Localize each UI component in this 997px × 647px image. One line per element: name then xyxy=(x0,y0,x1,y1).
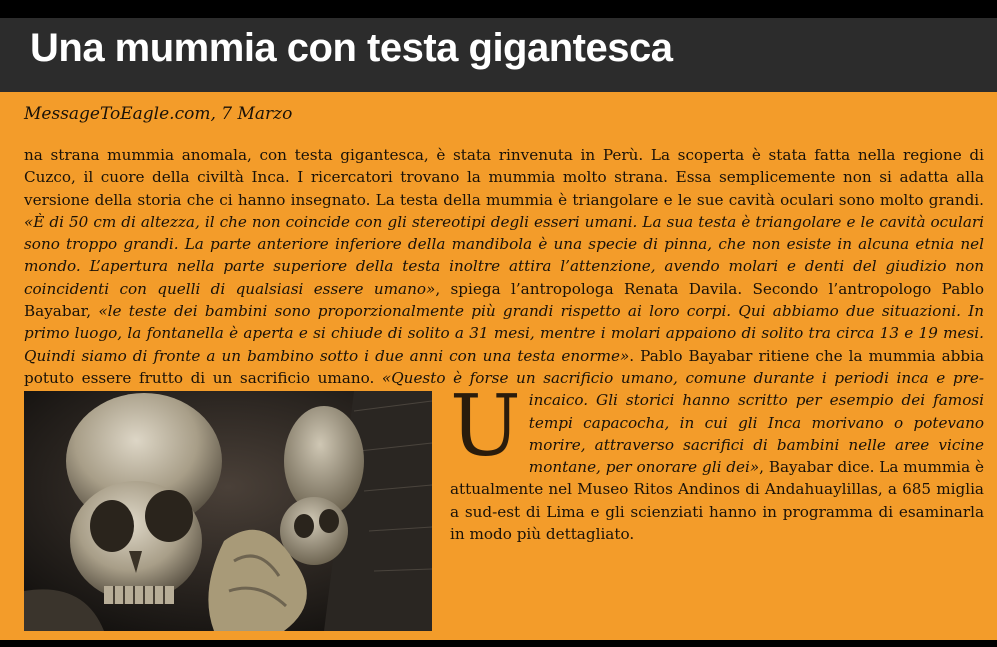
quote-2: «le teste dei bambini sono proporzionalmente più grandi rispetto ai loro corpi. Qui abbiamo due situazioni. In primo luogo, la fontanella è aperta e si chiude di solito a 31 mesi, mentre i molari appaiono di solito tra circa 13 e 19 mesi. Quindi siamo di fronte a un bambino sotto i due anni con una testa enorme» xyxy=(24,302,984,365)
page-title: Una mummia con testa gigantesca xyxy=(30,26,673,70)
paragraph-intro: na strana mummia anomala, con testa gigantesca, è stata rinvenuta in Perù. La scoperta è stata fatta nella regione di Cuzco, il cuore della civiltà Inca. I ricercatori trovano la mummia molto strana. Essa semplicemente non si adatta alla versione della storia che ci hanno insegnato. La testa della mummia è triangolare e le sue cavità oculari sono molto grandi. xyxy=(24,146,984,209)
bottom-border xyxy=(0,640,997,647)
quote-1: «È di 50 cm di altezza, il che non coincide con gli stereotipi degli esseri umani. La sua testa è triangolare e le cavità oculari sono troppo grandi. La parte anteriore inferiore della mandibola è una specie di pinna, che non esiste in alcuna etnia nel mondo. L’apertura nella parte superiore della testa inoltre attira l’attenzione, avendo molari e denti del giudizio non coincidenti con quelli di qualsiasi essere umano» xyxy=(24,212,984,298)
drop-cap: U xyxy=(450,377,521,475)
source-line: MessageToEagle.com, 7 Marzo xyxy=(24,104,293,124)
paragraph-sacrifice: . Pablo Bayabar ritiene che la mummia abbia potuto essere frutto di un sacrificio umano. xyxy=(24,346,985,387)
quote-3: «Questo è forse un sacrificio umano, comune durante i periodi inca e pre-incaico. Gli storici hanno scritto per esempio dei famosi tempi capacocha, in cui gli Inca morivano o potevano morire, attraverso sacrifici di bambini nelle aree vicine montane, per onorare gli dei» xyxy=(381,368,984,477)
mummy-skull-image xyxy=(24,391,432,631)
mummy-photo xyxy=(24,391,432,631)
top-border xyxy=(0,0,997,18)
title-bar xyxy=(0,18,997,92)
paragraph-attribution: , spiega l’antropologa Renata Davila. Secondo l’antropologo Pablo Bayabar, xyxy=(24,279,984,321)
paragraph-museum: , Bayabar dice. La mummia è attualmente nel Museo Ritos Andinos di Andahuaylillas, a 685 miglia a sud-est di Lima e gli scienziati hanno in programma di esaminarla in modo più dettagliato. xyxy=(450,458,985,544)
